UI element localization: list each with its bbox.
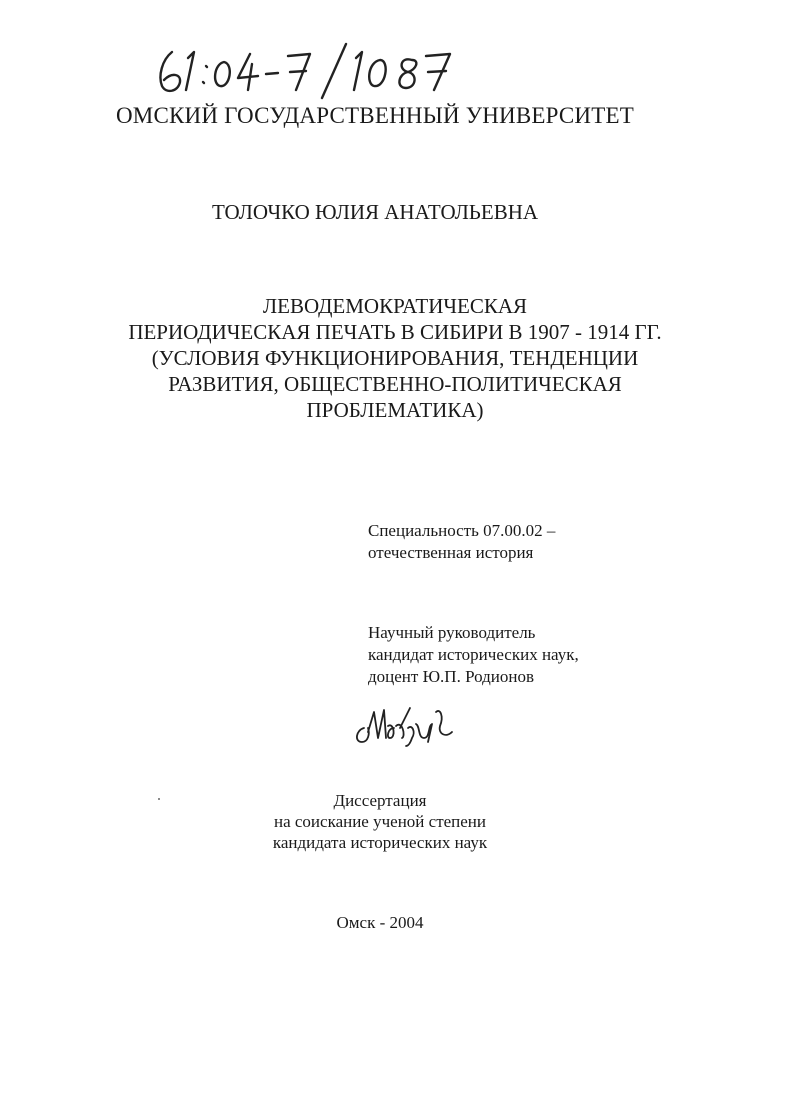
handwritten-signature	[350, 698, 470, 748]
university-name: ОМСКИЙ ГОСУДАРСТВЕННЫЙ УНИВЕРСИТЕТ	[116, 103, 634, 128]
advisor-role: Научный руководитель	[368, 623, 536, 642]
dissertation-purpose: на соискание ученой степени	[273, 812, 487, 831]
city-year: Омск - 2004	[336, 913, 424, 932]
advisor-degree: кандидат исторических наук,	[368, 645, 579, 664]
scan-speck	[158, 798, 160, 800]
title-line: ПЕРИОДИЧЕСКАЯ ПЕЧАТЬ В СИБИРИ В 1907 - 1914 ГГ.	[128, 320, 662, 344]
dissertation-title	[70, 293, 720, 423]
title-line: (УСЛОВИЯ ФУНКЦИОНИРОВАНИЯ, ТЕНДЕНЦИИ	[151, 346, 639, 370]
dissertation-block	[225, 790, 535, 853]
dissertation-degree: кандидата исторических наук	[272, 833, 488, 852]
author-name: ТОЛОЧКО ЮЛИЯ АНАТОЛЬЕВНА	[211, 200, 539, 224]
advisor-name: доцент Ю.П. Родионов	[368, 667, 534, 686]
specialty-name: отечественная история	[368, 543, 534, 562]
dissertation-label: Диссертация	[333, 791, 427, 810]
title-line: ЛЕВОДЕМОКРАТИЧЕСКАЯ	[262, 294, 528, 318]
title-line: РАЗВИТИЯ, ОБЩЕСТВЕННО-ПОЛИТИЧЕСКАЯ	[168, 372, 622, 396]
handwritten-catalog-number	[150, 38, 460, 100]
title-line: ПРОБЛЕМАТИКА)	[306, 398, 484, 422]
advisor-block	[368, 622, 579, 688]
specialty-block	[368, 520, 555, 564]
specialty-code: Специальность 07.00.02 –	[368, 521, 556, 540]
